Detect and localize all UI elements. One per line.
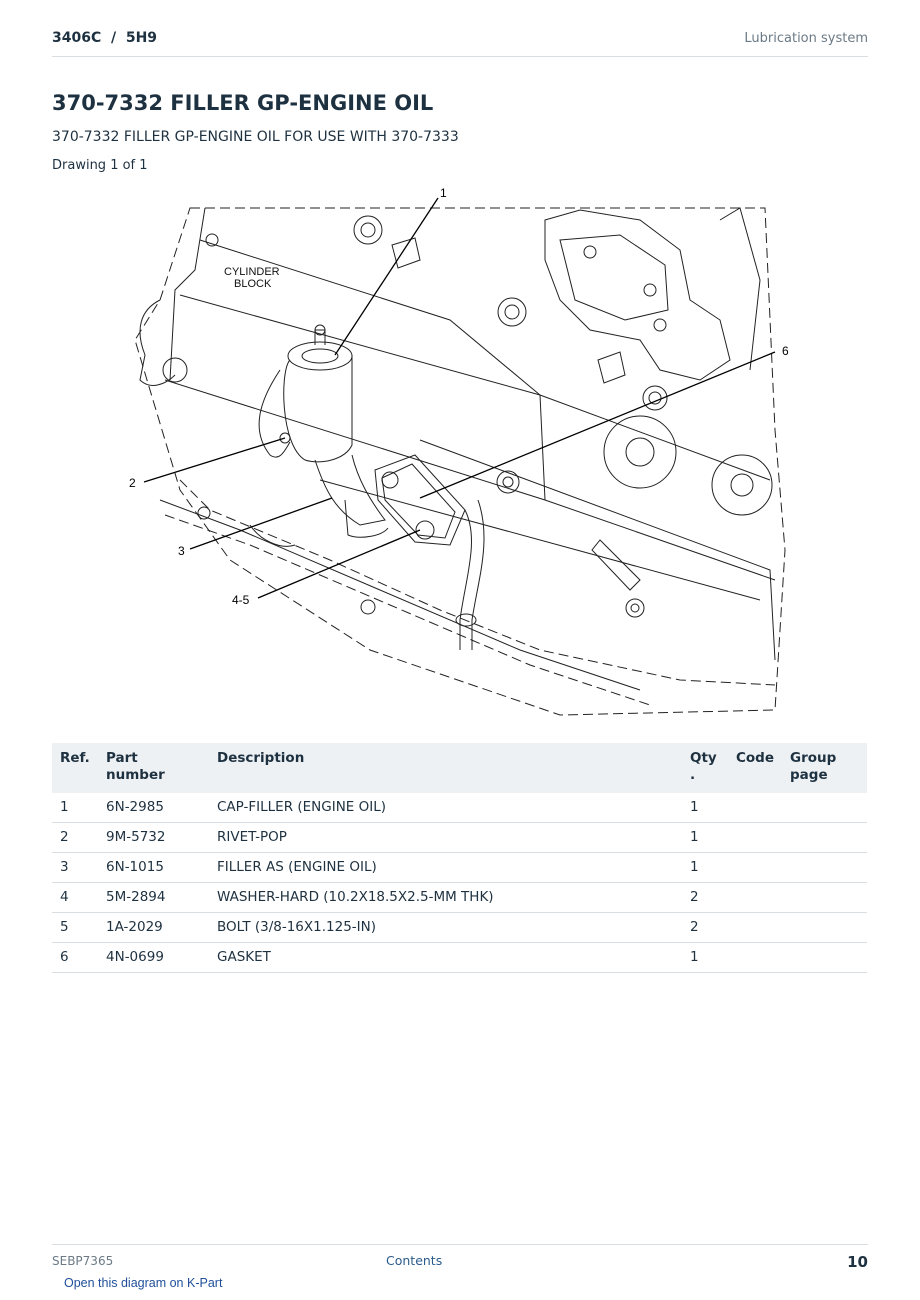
cell-part-number: 1A-2029 <box>98 913 209 943</box>
cell-group-page <box>782 913 867 943</box>
cell-code <box>728 883 782 913</box>
cell-code <box>728 943 782 973</box>
table-row <box>52 823 867 853</box>
cell-group-page <box>782 853 867 883</box>
parts-diagram[interactable] <box>120 180 810 725</box>
cell-description: FILLER AS (ENGINE OIL) <box>209 853 682 883</box>
block-label-line1: CYLINDER <box>224 266 280 278</box>
callout-3[interactable]: 3 <box>178 544 185 558</box>
col-ref: Ref. <box>52 743 98 793</box>
table-row <box>52 883 867 913</box>
col-description: Description <box>209 743 682 793</box>
cell-code <box>728 853 782 883</box>
cell-ref: 2 <box>52 823 98 853</box>
cell-part-number: 9M-5732 <box>98 823 209 853</box>
cell-group-page <box>782 793 867 823</box>
cell-part-number: 6N-1015 <box>98 853 209 883</box>
cell-qty: 1 <box>682 943 728 973</box>
col-part-number: Part number <box>98 743 209 793</box>
col-group-page: Group page <box>782 743 867 793</box>
callout-1[interactable]: 1 <box>440 186 447 200</box>
callout-2[interactable]: 2 <box>129 476 136 490</box>
cell-ref: 4 <box>52 883 98 913</box>
table-row <box>52 853 867 883</box>
kpart-link[interactable]: Open this diagram on K-Part <box>64 1276 223 1290</box>
document-number: SEBP7365 <box>52 1254 114 1268</box>
section-name: Lubrication system <box>744 31 868 46</box>
table-row <box>52 793 867 823</box>
cell-part-number: 6N-2985 <box>98 793 209 823</box>
table-header-row <box>52 743 867 793</box>
cell-group-page <box>782 823 867 853</box>
page-footer <box>52 1244 868 1275</box>
page-header <box>52 28 868 57</box>
cell-description: WASHER-HARD (10.2X18.5X2.5-MM THK) <box>209 883 682 913</box>
cell-code <box>728 913 782 943</box>
table-row <box>52 913 867 943</box>
cell-qty: 2 <box>682 913 728 943</box>
cell-description: RIVET-POP <box>209 823 682 853</box>
page-title: 370-7332 FILLER GP-ENGINE OIL <box>52 91 434 115</box>
callout-6[interactable]: 6 <box>782 344 789 358</box>
cell-ref: 1 <box>52 793 98 823</box>
cell-part-number: 4N-0699 <box>98 943 209 973</box>
page-subtitle: 370-7332 FILLER GP-ENGINE OIL FOR USE WITH 370-7333 <box>52 129 459 145</box>
model-serial: 3406C / 5H9 <box>52 30 158 46</box>
block-label-line2: BLOCK <box>234 278 272 290</box>
cell-description: CAP-FILLER (ENGINE OIL) <box>209 793 682 823</box>
page-number: 10 <box>847 1253 868 1271</box>
cell-qty: 1 <box>682 793 728 823</box>
cell-qty: 1 <box>682 823 728 853</box>
cell-ref: 6 <box>52 943 98 973</box>
col-qty: Qty . <box>682 743 728 793</box>
cell-description: GASKET <box>209 943 682 973</box>
engine-drawing <box>120 180 810 725</box>
table-row <box>52 943 867 973</box>
cell-qty: 2 <box>682 883 728 913</box>
cell-group-page <box>782 943 867 973</box>
col-code: Code <box>728 743 782 793</box>
cell-code <box>728 823 782 853</box>
contents-link[interactable]: Contents <box>386 1253 443 1268</box>
cell-code <box>728 793 782 823</box>
parts-table <box>52 743 867 973</box>
drawing-label: Drawing 1 of 1 <box>52 158 148 173</box>
callout-4-5[interactable]: 4-5 <box>232 593 250 607</box>
cell-qty: 1 <box>682 853 728 883</box>
cell-description: BOLT (3/8-16X1.125-IN) <box>209 913 682 943</box>
cell-part-number: 5M-2894 <box>98 883 209 913</box>
cell-ref: 3 <box>52 853 98 883</box>
cell-ref: 5 <box>52 913 98 943</box>
cell-group-page <box>782 883 867 913</box>
